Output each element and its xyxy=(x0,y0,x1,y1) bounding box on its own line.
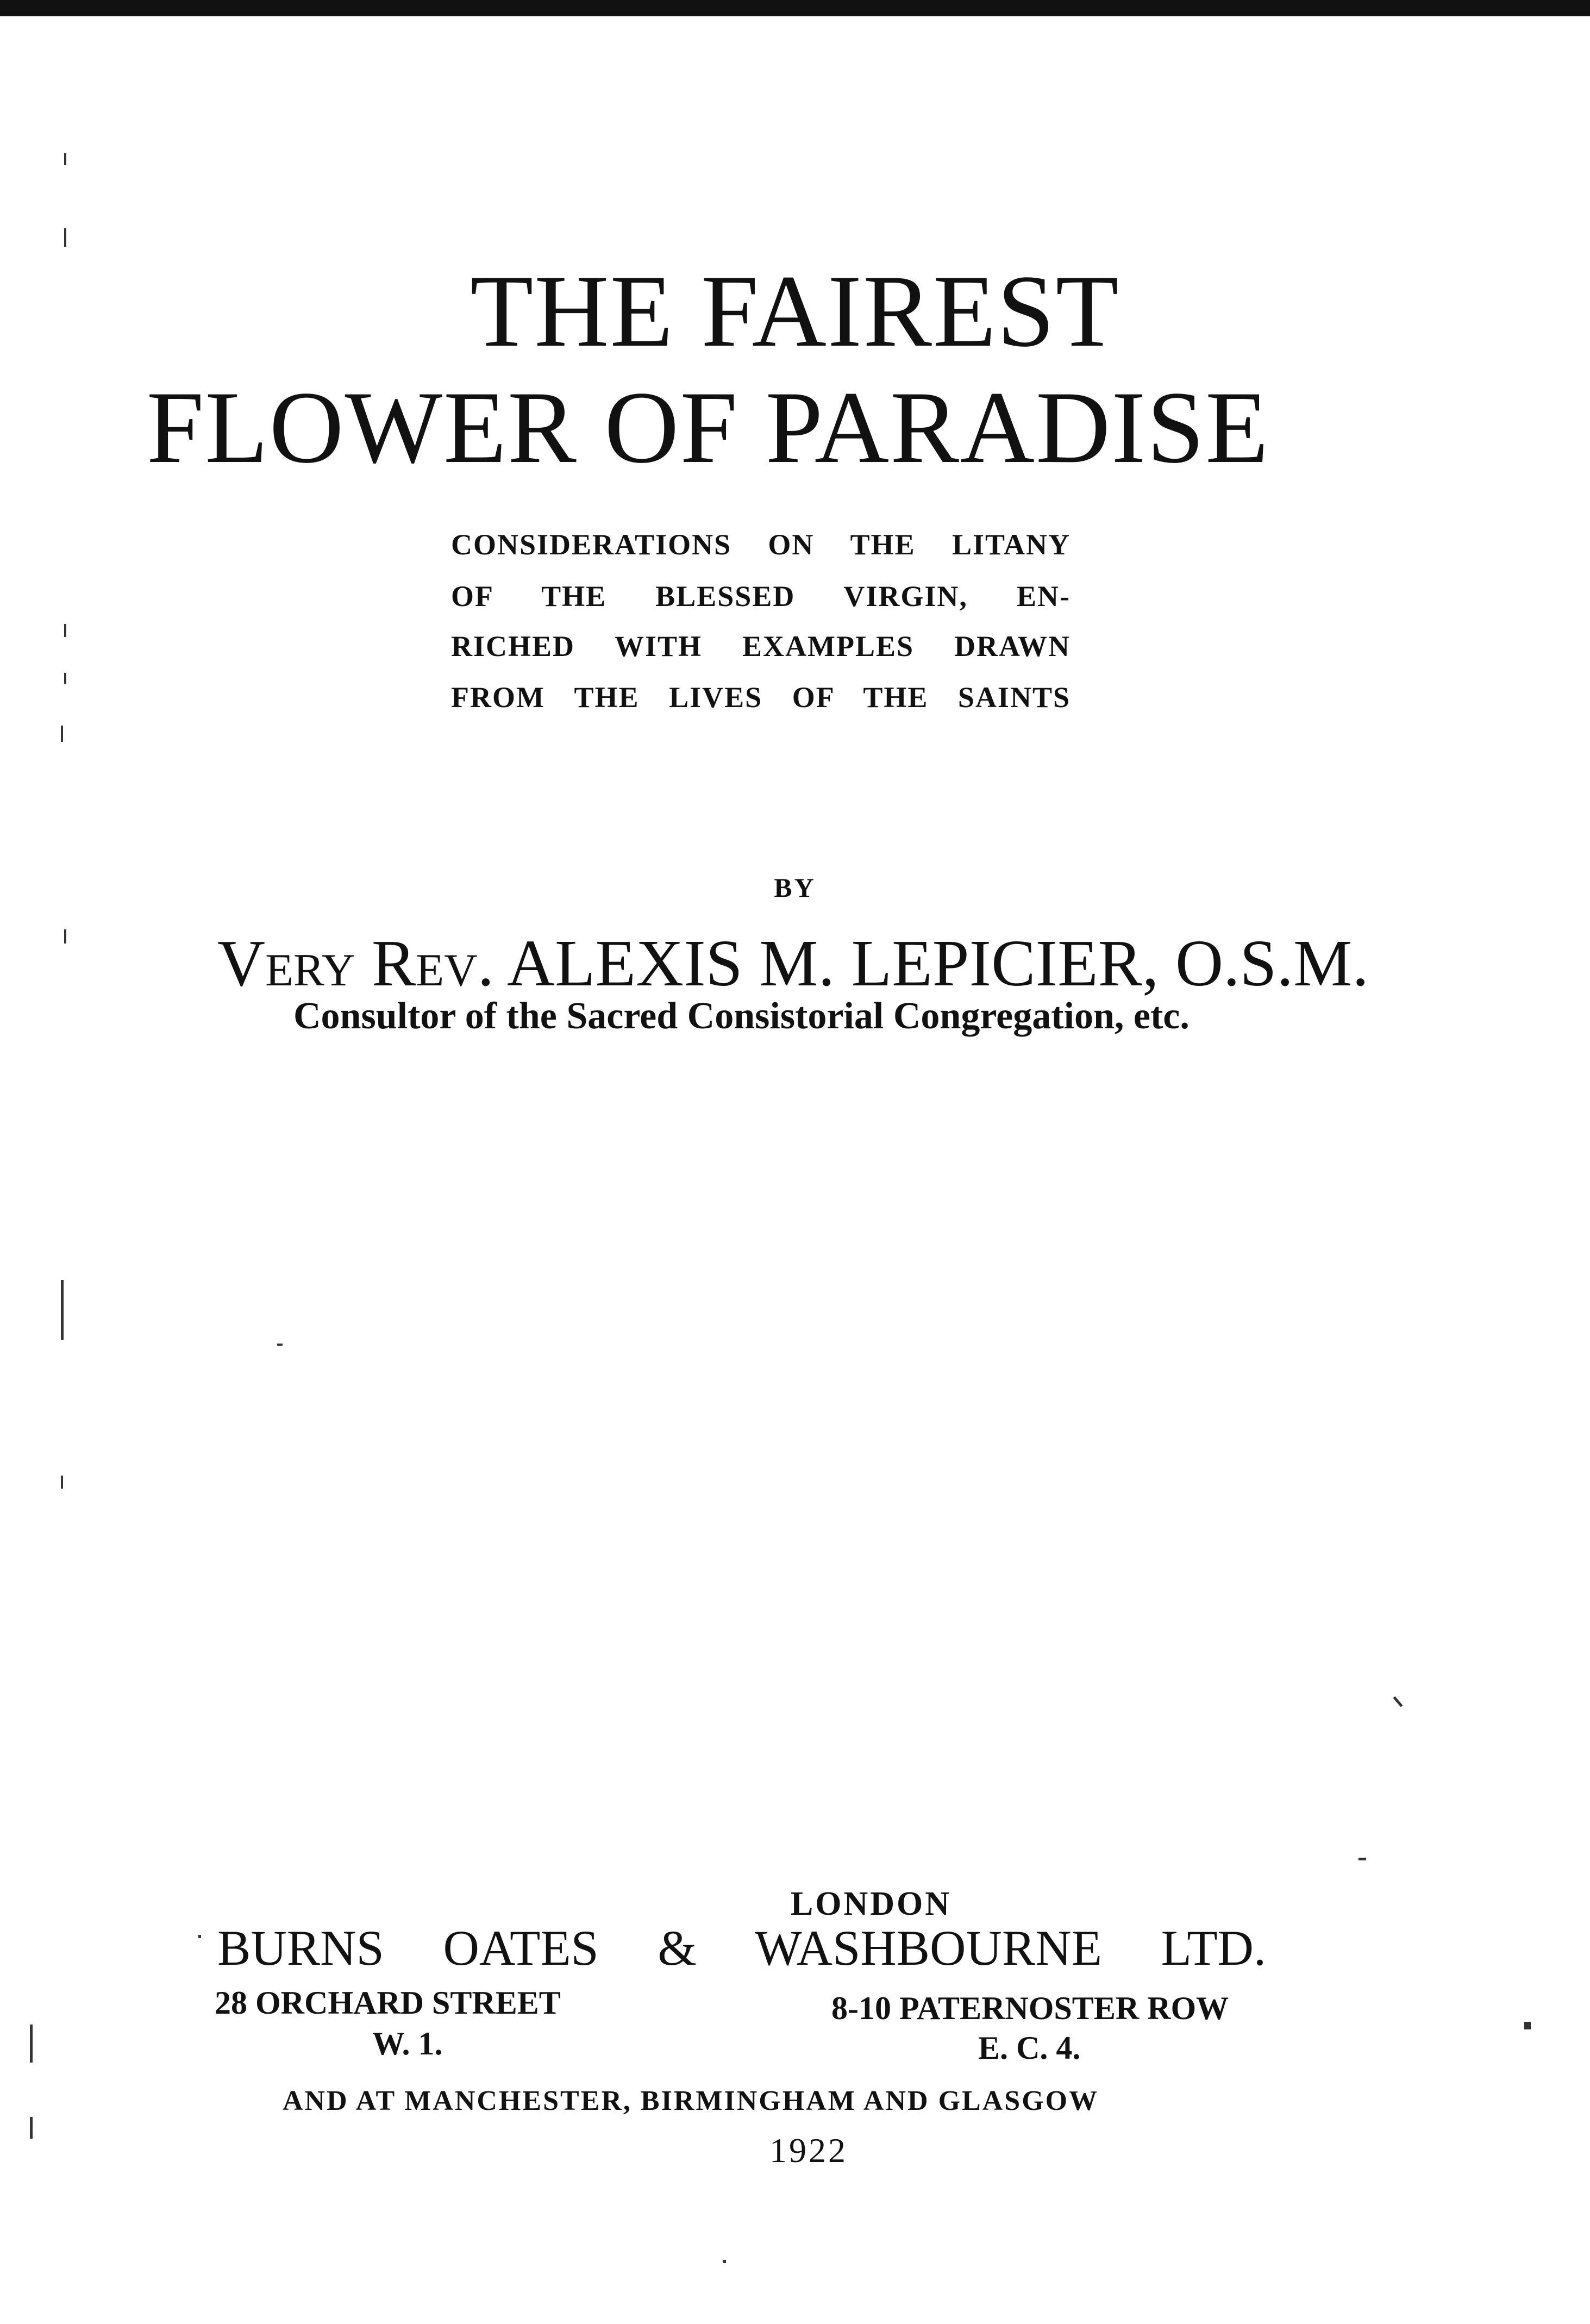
scan-speck xyxy=(64,673,66,684)
by-label: BY xyxy=(774,872,816,903)
scan-speck xyxy=(64,929,66,944)
scan-speck xyxy=(64,153,66,165)
subtitle-line-2: OF THE BLESSED VIRGIN, EN- xyxy=(451,580,1071,613)
publication-city: LONDON xyxy=(790,1885,952,1922)
scan-speck xyxy=(30,2117,33,2139)
scan-speck xyxy=(61,726,63,742)
publisher-branches: AND AT MANCHESTER, BIRMINGHAM AND GLASGOW xyxy=(283,2085,1099,2116)
publisher-name: BURNS OATES & WASHBOURNE LTD. xyxy=(217,1920,1266,1976)
scan-speck xyxy=(1359,1858,1366,1860)
publication-year: 1922 xyxy=(769,2131,848,2170)
scan-speck xyxy=(1524,2022,1531,2029)
scan-speck xyxy=(1393,1696,1403,1707)
author-name: ALEXIS M. LEPICIER, O.S.M. xyxy=(506,927,1369,1000)
book-title-line-2: FLOWER OF PARADISE xyxy=(146,371,1270,485)
author-line xyxy=(217,927,1369,1000)
scan-speck xyxy=(198,1935,201,1938)
publisher-address-left-street: 28 ORCHARD STREET xyxy=(215,1985,561,2021)
author-honorific: Very Rev. xyxy=(217,927,494,1000)
publisher-address-right-street: 8-10 PATERNOSTER ROW xyxy=(831,1990,1229,2026)
scan-speck xyxy=(723,2260,726,2263)
subtitle-line-3: RICHED WITH EXAMPLES DRAWN xyxy=(451,630,1071,663)
scan-speck xyxy=(64,624,66,637)
scan-speck xyxy=(64,228,66,247)
publisher-address-right-district: E. C. 4. xyxy=(978,2030,1081,2066)
author-role: Consultor of the Sacred Consistorial Congregation, etc. xyxy=(293,995,1190,1037)
scan-speck xyxy=(61,1476,63,1489)
subtitle-line-4: FROM THE LIVES OF THE SAINTS xyxy=(451,681,1071,714)
publisher-address-left-district: W. 1. xyxy=(372,2026,443,2061)
scan-speck xyxy=(277,1344,283,1346)
subtitle-line-1: CONSIDERATIONS ON THE LITANY xyxy=(451,528,1071,561)
scan-speck xyxy=(61,1280,64,1340)
book-title-line-1: THE FAIREST xyxy=(470,254,1120,368)
scan-speck xyxy=(30,2025,33,2063)
